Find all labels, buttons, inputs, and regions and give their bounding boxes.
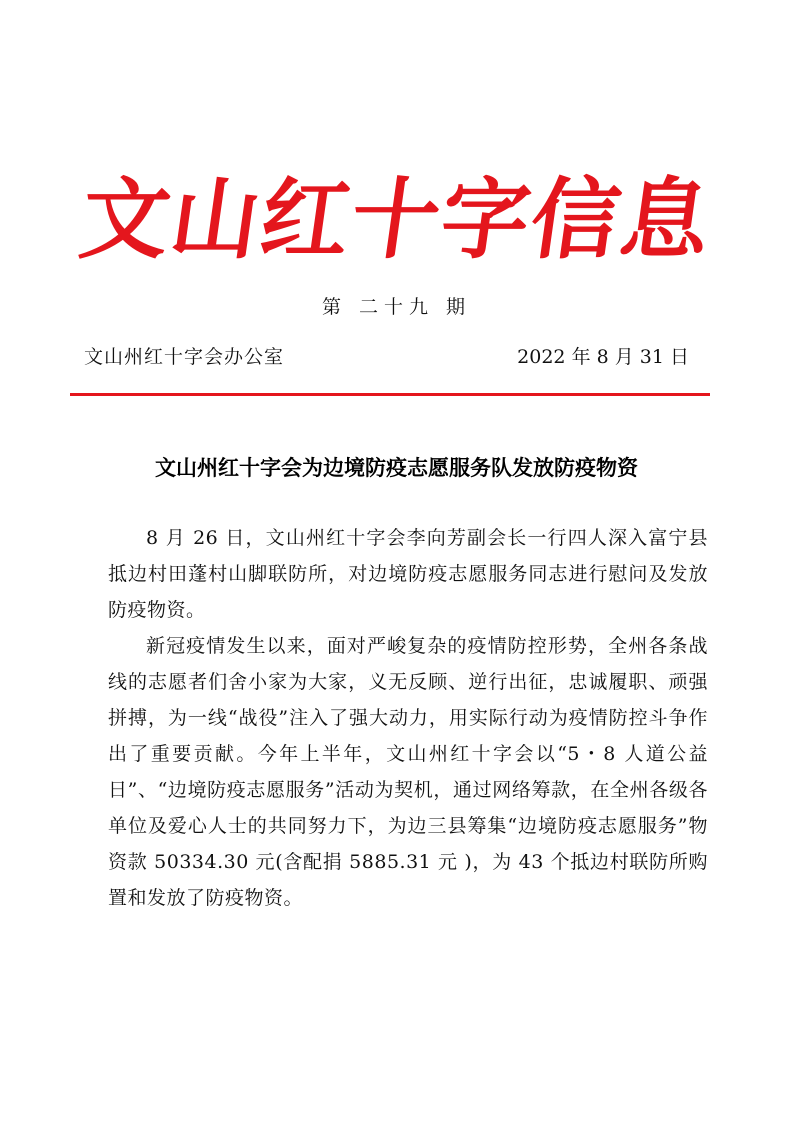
issue-date: 2022 年 8 月 31 日: [517, 346, 689, 368]
article-body: [108, 520, 708, 916]
article-paragraph: 8 月 26 日，文山州红十字会李向芳副会长一行四人深入富宁县抵边村田蓬村山脚联防所，对边境防疫志愿服务同志进行慰问及发放防疫物资。: [108, 527, 708, 621]
article-title: 文山州红十字会为边境防疫志愿服务队发放防疫物资: [155, 455, 638, 480]
issuing-office: 文山州红十字会办公室: [84, 346, 285, 368]
issue-number: 第 二十九 期: [321, 296, 472, 318]
red-divider-line: [70, 393, 710, 396]
article-paragraph: 新冠疫情发生以来，面对严峻复杂的疫情防控形势，全州各条战线的志愿者们舍小家为大家，义无反顾、逆行出征，忠诚履职、顽强拼搏，为一线“战役”注入了强大动力，用实际行动为疫情防控斗争作出了重要贡献。今年上半年，文山州红十字会以“5・8 人道公益日”、“边境防疫志愿服务”活动为契机，通过网络筹款，在全州各级各单位及爱心人士的共同努力下，为边三县筹集“边境防疫志愿服务”物资款 50334.30 元(含配捐 5885.31 元 )，为 43 个抵边村联防所购置和发放了防疫物资。: [108, 635, 708, 909]
masthead-title: 文山红十字信息: [74, 168, 719, 271]
